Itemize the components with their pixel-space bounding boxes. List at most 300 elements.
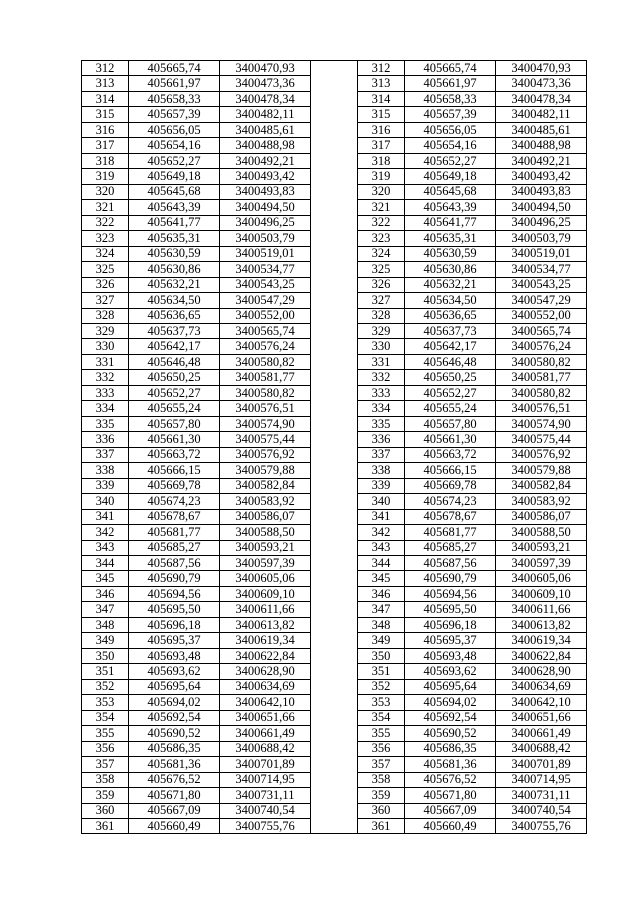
right-y-coordinate-cell: 3400586,07 [496, 509, 587, 524]
left-y-coordinate-cell: 3400494,50 [220, 200, 311, 215]
left-point-number-cell: 342 [82, 525, 129, 540]
right-point-number-cell: 353 [358, 695, 405, 710]
column-gap-cell [311, 494, 358, 509]
right-y-coordinate-cell: 3400503,79 [496, 231, 587, 246]
left-x-coordinate-cell: 405652,27 [129, 153, 220, 168]
left-y-coordinate-cell: 3400605,06 [220, 571, 311, 586]
column-gap-cell [311, 385, 358, 400]
left-y-coordinate-cell: 3400651,66 [220, 710, 311, 725]
column-gap-cell [311, 540, 358, 555]
left-x-coordinate-cell: 405642,17 [129, 339, 220, 354]
right-y-coordinate-cell: 3400552,00 [496, 308, 587, 323]
right-point-number-cell: 355 [358, 726, 405, 741]
right-y-coordinate-cell: 3400492,21 [496, 153, 587, 168]
right-point-number-cell: 319 [358, 169, 405, 184]
right-x-coordinate-cell: 405693,62 [405, 664, 496, 679]
left-x-coordinate-cell: 405685,27 [129, 540, 220, 555]
table-row [82, 540, 587, 555]
right-y-coordinate-cell: 3400580,82 [496, 354, 587, 369]
right-point-number-cell: 325 [358, 262, 405, 277]
right-x-coordinate-cell: 405671,80 [405, 788, 496, 803]
left-point-number-cell: 329 [82, 323, 129, 338]
left-point-number-cell: 327 [82, 293, 129, 308]
right-x-coordinate-cell: 405694,56 [405, 586, 496, 601]
left-x-coordinate-cell: 405637,73 [129, 323, 220, 338]
column-gap-cell [311, 308, 358, 323]
right-y-coordinate-cell: 3400613,82 [496, 617, 587, 632]
right-point-number-cell: 350 [358, 648, 405, 663]
column-gap-cell [311, 710, 358, 725]
left-y-coordinate-cell: 3400611,66 [220, 602, 311, 617]
table-row [82, 463, 587, 478]
left-x-coordinate-cell: 405690,52 [129, 726, 220, 741]
right-y-coordinate-cell: 3400580,82 [496, 385, 587, 400]
left-point-number-cell: 337 [82, 447, 129, 462]
left-point-number-cell: 320 [82, 184, 129, 199]
right-point-number-cell: 334 [358, 401, 405, 416]
left-x-coordinate-cell: 405632,21 [129, 277, 220, 292]
right-x-coordinate-cell: 405634,50 [405, 293, 496, 308]
right-y-coordinate-cell: 3400622,84 [496, 648, 587, 663]
right-point-number-cell: 339 [358, 478, 405, 493]
left-x-coordinate-cell: 405686,35 [129, 741, 220, 756]
right-point-number-cell: 357 [358, 757, 405, 772]
column-gap-cell [311, 76, 358, 91]
right-point-number-cell: 323 [358, 231, 405, 246]
column-gap-cell [311, 726, 358, 741]
column-gap-cell [311, 741, 358, 756]
right-point-number-cell: 332 [358, 370, 405, 385]
right-x-coordinate-cell: 405652,27 [405, 385, 496, 400]
right-point-number-cell: 324 [358, 246, 405, 261]
column-gap-cell [311, 432, 358, 447]
column-gap-cell [311, 293, 358, 308]
left-point-number-cell: 356 [82, 741, 129, 756]
left-y-coordinate-cell: 3400755,76 [220, 818, 311, 833]
right-x-coordinate-cell: 405635,31 [405, 231, 496, 246]
left-y-coordinate-cell: 3400582,84 [220, 478, 311, 493]
left-point-number-cell: 324 [82, 246, 129, 261]
right-point-number-cell: 316 [358, 122, 405, 137]
left-y-coordinate-cell: 3400634,69 [220, 679, 311, 694]
left-x-coordinate-cell: 405674,23 [129, 494, 220, 509]
left-y-coordinate-cell: 3400581,77 [220, 370, 311, 385]
left-x-coordinate-cell: 405661,97 [129, 76, 220, 91]
column-gap-cell [311, 215, 358, 230]
table-row [82, 710, 587, 725]
left-y-coordinate-cell: 3400576,51 [220, 401, 311, 416]
left-x-coordinate-cell: 405676,52 [129, 772, 220, 787]
left-x-coordinate-cell: 405663,72 [129, 447, 220, 462]
left-x-coordinate-cell: 405695,50 [129, 602, 220, 617]
left-point-number-cell: 333 [82, 385, 129, 400]
right-y-coordinate-cell: 3400593,21 [496, 540, 587, 555]
left-point-number-cell: 335 [82, 416, 129, 431]
coordinates-table-body [82, 61, 587, 834]
right-y-coordinate-cell: 3400576,92 [496, 447, 587, 462]
left-point-number-cell: 321 [82, 200, 129, 215]
left-x-coordinate-cell: 405641,77 [129, 215, 220, 230]
left-x-coordinate-cell: 405671,80 [129, 788, 220, 803]
right-y-coordinate-cell: 3400588,50 [496, 525, 587, 540]
left-y-coordinate-cell: 3400478,34 [220, 91, 311, 106]
right-x-coordinate-cell: 405649,18 [405, 169, 496, 184]
left-point-number-cell: 348 [82, 617, 129, 632]
table-row [82, 478, 587, 493]
left-y-coordinate-cell: 3400588,50 [220, 525, 311, 540]
left-point-number-cell: 328 [82, 308, 129, 323]
column-gap-cell [311, 262, 358, 277]
right-point-number-cell: 315 [358, 107, 405, 122]
left-x-coordinate-cell: 405693,62 [129, 664, 220, 679]
column-gap-cell [311, 401, 358, 416]
right-x-coordinate-cell: 405694,02 [405, 695, 496, 710]
left-y-coordinate-cell: 3400473,36 [220, 76, 311, 91]
table-row [82, 354, 587, 369]
left-x-coordinate-cell: 405681,36 [129, 757, 220, 772]
right-x-coordinate-cell: 405696,18 [405, 617, 496, 632]
left-point-number-cell: 317 [82, 138, 129, 153]
right-y-coordinate-cell: 3400651,66 [496, 710, 587, 725]
column-gap-cell [311, 370, 358, 385]
right-x-coordinate-cell: 405657,80 [405, 416, 496, 431]
left-x-coordinate-cell: 405695,64 [129, 679, 220, 694]
column-gap-cell [311, 586, 358, 601]
left-y-coordinate-cell: 3400731,11 [220, 788, 311, 803]
left-y-coordinate-cell: 3400565,74 [220, 323, 311, 338]
table-row [82, 184, 587, 199]
left-point-number-cell: 349 [82, 633, 129, 648]
left-point-number-cell: 322 [82, 215, 129, 230]
table-row [82, 772, 587, 787]
table-row [82, 293, 587, 308]
left-point-number-cell: 353 [82, 695, 129, 710]
right-y-coordinate-cell: 3400574,90 [496, 416, 587, 431]
left-y-coordinate-cell: 3400576,92 [220, 447, 311, 462]
right-x-coordinate-cell: 405693,48 [405, 648, 496, 663]
right-point-number-cell: 345 [358, 571, 405, 586]
right-y-coordinate-cell: 3400478,34 [496, 91, 587, 106]
table-row [82, 788, 587, 803]
column-gap-cell [311, 509, 358, 524]
right-x-coordinate-cell: 405695,37 [405, 633, 496, 648]
table-row [82, 447, 587, 462]
table-row [82, 617, 587, 632]
table-row [82, 107, 587, 122]
column-gap-cell [311, 664, 358, 679]
left-x-coordinate-cell: 405643,39 [129, 200, 220, 215]
left-x-coordinate-cell: 405666,15 [129, 463, 220, 478]
table-row [82, 432, 587, 447]
column-gap-cell [311, 138, 358, 153]
column-gap-cell [311, 633, 358, 648]
right-x-coordinate-cell: 405695,64 [405, 679, 496, 694]
left-y-coordinate-cell: 3400597,39 [220, 556, 311, 571]
left-y-coordinate-cell: 3400547,29 [220, 293, 311, 308]
right-point-number-cell: 361 [358, 818, 405, 833]
left-point-number-cell: 357 [82, 757, 129, 772]
right-x-coordinate-cell: 405674,23 [405, 494, 496, 509]
right-point-number-cell: 341 [358, 509, 405, 524]
left-y-coordinate-cell: 3400574,90 [220, 416, 311, 431]
left-y-coordinate-cell: 3400470,93 [220, 61, 311, 76]
right-y-coordinate-cell: 3400605,06 [496, 571, 587, 586]
left-point-number-cell: 358 [82, 772, 129, 787]
right-x-coordinate-cell: 405637,73 [405, 323, 496, 338]
right-point-number-cell: 314 [358, 91, 405, 106]
right-point-number-cell: 327 [358, 293, 405, 308]
right-y-coordinate-cell: 3400519,01 [496, 246, 587, 261]
left-y-coordinate-cell: 3400609,10 [220, 586, 311, 601]
table-row [82, 648, 587, 663]
left-point-number-cell: 313 [82, 76, 129, 91]
left-y-coordinate-cell: 3400628,90 [220, 664, 311, 679]
left-point-number-cell: 352 [82, 679, 129, 694]
right-x-coordinate-cell: 405681,36 [405, 757, 496, 772]
right-x-coordinate-cell: 405645,68 [405, 184, 496, 199]
right-point-number-cell: 352 [358, 679, 405, 694]
table-row [82, 61, 587, 76]
left-x-coordinate-cell: 405681,77 [129, 525, 220, 540]
right-y-coordinate-cell: 3400609,10 [496, 586, 587, 601]
table-row [82, 525, 587, 540]
left-y-coordinate-cell: 3400714,95 [220, 772, 311, 787]
left-x-coordinate-cell: 405650,25 [129, 370, 220, 385]
right-point-number-cell: 346 [358, 586, 405, 601]
left-y-coordinate-cell: 3400586,07 [220, 509, 311, 524]
right-point-number-cell: 344 [358, 556, 405, 571]
table-row [82, 586, 587, 601]
right-y-coordinate-cell: 3400485,61 [496, 122, 587, 137]
left-point-number-cell: 326 [82, 277, 129, 292]
left-point-number-cell: 340 [82, 494, 129, 509]
left-point-number-cell: 360 [82, 803, 129, 818]
right-x-coordinate-cell: 405655,24 [405, 401, 496, 416]
table-row [82, 757, 587, 772]
left-point-number-cell: 359 [82, 788, 129, 803]
right-y-coordinate-cell: 3400619,34 [496, 633, 587, 648]
left-y-coordinate-cell: 3400543,25 [220, 277, 311, 292]
right-point-number-cell: 322 [358, 215, 405, 230]
right-point-number-cell: 333 [358, 385, 405, 400]
right-y-coordinate-cell: 3400482,11 [496, 107, 587, 122]
right-x-coordinate-cell: 405676,52 [405, 772, 496, 787]
column-gap-cell [311, 617, 358, 632]
left-point-number-cell: 315 [82, 107, 129, 122]
right-y-coordinate-cell: 3400493,42 [496, 169, 587, 184]
left-y-coordinate-cell: 3400485,61 [220, 122, 311, 137]
left-y-coordinate-cell: 3400575,44 [220, 432, 311, 447]
right-x-coordinate-cell: 405636,65 [405, 308, 496, 323]
table-row [82, 323, 587, 338]
column-gap-cell [311, 107, 358, 122]
column-gap-cell [311, 679, 358, 694]
left-point-number-cell: 330 [82, 339, 129, 354]
right-point-number-cell: 340 [358, 494, 405, 509]
left-y-coordinate-cell: 3400613,82 [220, 617, 311, 632]
left-point-number-cell: 334 [82, 401, 129, 416]
right-point-number-cell: 318 [358, 153, 405, 168]
right-x-coordinate-cell: 405690,79 [405, 571, 496, 586]
right-y-coordinate-cell: 3400575,44 [496, 432, 587, 447]
right-point-number-cell: 348 [358, 617, 405, 632]
right-y-coordinate-cell: 3400543,25 [496, 277, 587, 292]
table-row [82, 664, 587, 679]
left-x-coordinate-cell: 405657,80 [129, 416, 220, 431]
column-gap-cell [311, 648, 358, 663]
left-x-coordinate-cell: 405654,16 [129, 138, 220, 153]
left-point-number-cell: 332 [82, 370, 129, 385]
column-gap-cell [311, 556, 358, 571]
left-x-coordinate-cell: 405658,33 [129, 91, 220, 106]
right-y-coordinate-cell: 3400565,74 [496, 323, 587, 338]
left-x-coordinate-cell: 405687,56 [129, 556, 220, 571]
left-x-coordinate-cell: 405655,24 [129, 401, 220, 416]
right-point-number-cell: 335 [358, 416, 405, 431]
right-point-number-cell: 347 [358, 602, 405, 617]
right-point-number-cell: 317 [358, 138, 405, 153]
column-gap-cell [311, 416, 358, 431]
right-y-coordinate-cell: 3400493,83 [496, 184, 587, 199]
right-x-coordinate-cell: 405685,27 [405, 540, 496, 555]
left-y-coordinate-cell: 3400580,82 [220, 354, 311, 369]
right-x-coordinate-cell: 405632,21 [405, 277, 496, 292]
left-y-coordinate-cell: 3400552,00 [220, 308, 311, 323]
column-gap-cell [311, 478, 358, 493]
left-point-number-cell: 331 [82, 354, 129, 369]
table-row [82, 91, 587, 106]
column-gap-cell [311, 525, 358, 540]
left-point-number-cell: 346 [82, 586, 129, 601]
right-point-number-cell: 326 [358, 277, 405, 292]
right-y-coordinate-cell: 3400579,88 [496, 463, 587, 478]
right-y-coordinate-cell: 3400576,24 [496, 339, 587, 354]
right-y-coordinate-cell: 3400740,54 [496, 803, 587, 818]
left-point-number-cell: 350 [82, 648, 129, 663]
right-point-number-cell: 312 [358, 61, 405, 76]
right-point-number-cell: 328 [358, 308, 405, 323]
table-row [82, 679, 587, 694]
right-point-number-cell: 321 [358, 200, 405, 215]
right-x-coordinate-cell: 405646,48 [405, 354, 496, 369]
table-row [82, 308, 587, 323]
right-point-number-cell: 337 [358, 447, 405, 462]
right-x-coordinate-cell: 405667,09 [405, 803, 496, 818]
left-x-coordinate-cell: 405660,49 [129, 818, 220, 833]
left-y-coordinate-cell: 3400493,42 [220, 169, 311, 184]
table-row [82, 602, 587, 617]
column-gap-cell [311, 122, 358, 137]
right-y-coordinate-cell: 3400755,76 [496, 818, 587, 833]
right-y-coordinate-cell: 3400581,77 [496, 370, 587, 385]
left-x-coordinate-cell: 405636,65 [129, 308, 220, 323]
left-x-coordinate-cell: 405696,18 [129, 617, 220, 632]
right-y-coordinate-cell: 3400470,93 [496, 61, 587, 76]
left-x-coordinate-cell: 405652,27 [129, 385, 220, 400]
right-x-coordinate-cell: 405657,39 [405, 107, 496, 122]
table-row [82, 494, 587, 509]
right-point-number-cell: 330 [358, 339, 405, 354]
right-point-number-cell: 351 [358, 664, 405, 679]
left-y-coordinate-cell: 3400593,21 [220, 540, 311, 555]
right-x-coordinate-cell: 405641,77 [405, 215, 496, 230]
left-y-coordinate-cell: 3400534,77 [220, 262, 311, 277]
left-point-number-cell: 318 [82, 153, 129, 168]
column-gap-cell [311, 571, 358, 586]
left-x-coordinate-cell: 405657,39 [129, 107, 220, 122]
left-y-coordinate-cell: 3400496,25 [220, 215, 311, 230]
table-row [82, 571, 587, 586]
right-point-number-cell: 338 [358, 463, 405, 478]
table-row [82, 138, 587, 153]
table-row [82, 246, 587, 261]
right-y-coordinate-cell: 3400473,36 [496, 76, 587, 91]
right-point-number-cell: 356 [358, 741, 405, 756]
left-x-coordinate-cell: 405630,86 [129, 262, 220, 277]
table-row [82, 370, 587, 385]
table-row [82, 818, 587, 833]
right-y-coordinate-cell: 3400488,98 [496, 138, 587, 153]
right-y-coordinate-cell: 3400701,89 [496, 757, 587, 772]
right-x-coordinate-cell: 405652,27 [405, 153, 496, 168]
right-x-coordinate-cell: 405666,15 [405, 463, 496, 478]
right-y-coordinate-cell: 3400496,25 [496, 215, 587, 230]
table-row [82, 76, 587, 91]
right-y-coordinate-cell: 3400634,69 [496, 679, 587, 694]
left-point-number-cell: 351 [82, 664, 129, 679]
left-point-number-cell: 323 [82, 231, 129, 246]
table-row [82, 726, 587, 741]
left-x-coordinate-cell: 405695,37 [129, 633, 220, 648]
column-gap-cell [311, 184, 358, 199]
right-x-coordinate-cell: 405660,49 [405, 818, 496, 833]
left-y-coordinate-cell: 3400519,01 [220, 246, 311, 261]
column-gap-cell [311, 803, 358, 818]
right-y-coordinate-cell: 3400628,90 [496, 664, 587, 679]
right-x-coordinate-cell: 405687,56 [405, 556, 496, 571]
left-y-coordinate-cell: 3400492,21 [220, 153, 311, 168]
column-gap-cell [311, 354, 358, 369]
left-y-coordinate-cell: 3400688,42 [220, 741, 311, 756]
right-y-coordinate-cell: 3400688,42 [496, 741, 587, 756]
column-gap-cell [311, 200, 358, 215]
left-y-coordinate-cell: 3400619,34 [220, 633, 311, 648]
left-y-coordinate-cell: 3400661,49 [220, 726, 311, 741]
right-x-coordinate-cell: 405650,25 [405, 370, 496, 385]
table-row [82, 200, 587, 215]
left-point-number-cell: 341 [82, 509, 129, 524]
left-y-coordinate-cell: 3400642,10 [220, 695, 311, 710]
left-point-number-cell: 343 [82, 540, 129, 555]
table-row [82, 153, 587, 168]
left-x-coordinate-cell: 405667,09 [129, 803, 220, 818]
left-x-coordinate-cell: 405649,18 [129, 169, 220, 184]
column-gap-cell [311, 695, 358, 710]
right-y-coordinate-cell: 3400597,39 [496, 556, 587, 571]
table-row [82, 695, 587, 710]
left-x-coordinate-cell: 405645,68 [129, 184, 220, 199]
column-gap-cell [311, 818, 358, 833]
right-x-coordinate-cell: 405692,54 [405, 710, 496, 725]
left-x-coordinate-cell: 405690,79 [129, 571, 220, 586]
left-point-number-cell: 316 [82, 122, 129, 137]
left-point-number-cell: 338 [82, 463, 129, 478]
right-point-number-cell: 329 [358, 323, 405, 338]
table-row [82, 633, 587, 648]
right-y-coordinate-cell: 3400534,77 [496, 262, 587, 277]
left-y-coordinate-cell: 3400576,24 [220, 339, 311, 354]
left-y-coordinate-cell: 3400622,84 [220, 648, 311, 663]
